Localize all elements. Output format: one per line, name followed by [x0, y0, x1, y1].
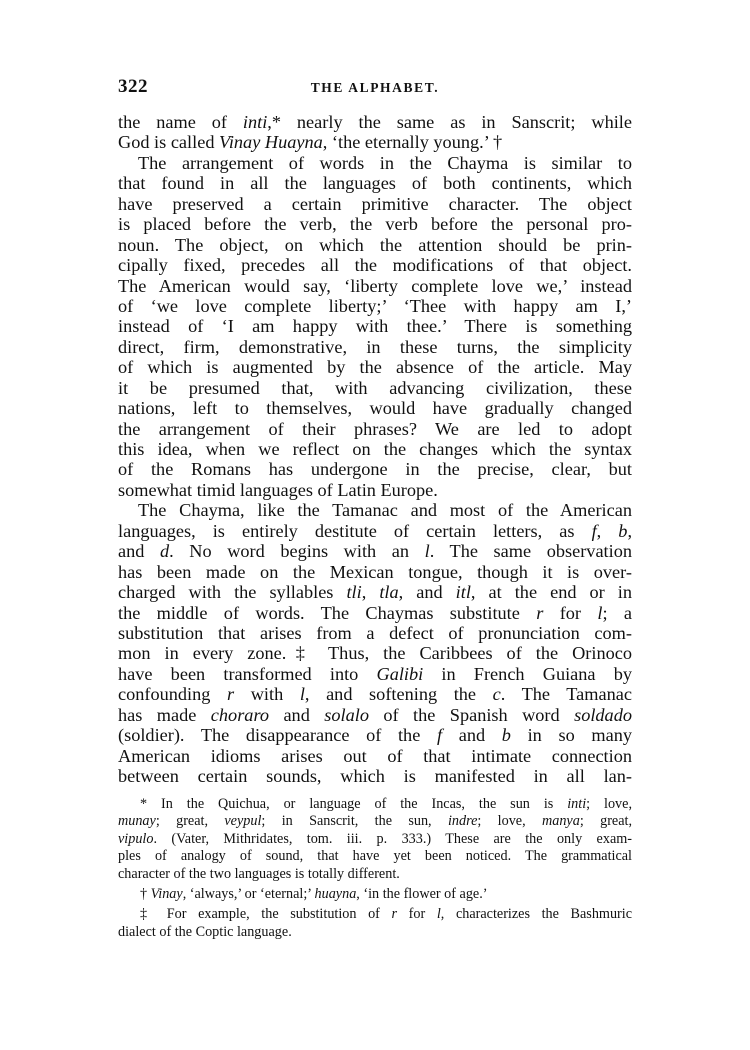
body-line: American idioms arises out of that intimate connection: [118, 745, 632, 766]
footnote-line: vipulo. (Vater, Mithridates, tom. iii. p. 333.) These are the only exam-: [118, 830, 632, 847]
body-line: of which is augmented by the absence of the article. May: [118, 357, 632, 378]
body-line: languages, is entirely destitute of certain letters, as f, b,: [118, 520, 633, 541]
body-line: God is called Vinay Huayna, ‘the eternally young.’ †: [118, 132, 503, 153]
body-line: substitution that arises from a defect of pronunciation com-: [118, 622, 632, 643]
body-line: nations, left to themselves, would have gradually changed: [118, 398, 632, 419]
body-line: mon in every zone.‡ Thus, the Caribbees of the Orinoco: [118, 643, 632, 664]
body-line: between certain sounds, which is manifested in all lan-: [118, 766, 632, 786]
body-line: have preserved a certain primitive character. The object: [118, 193, 632, 214]
footnote-line: dialect of the Coptic language.: [118, 923, 292, 940]
footnote-line: * In the Quichua, or language of the Incas, the sun is inti; love,: [140, 796, 632, 812]
body-line: of ‘we love complete liberty;’ ‘Thee with happy am I,’: [118, 295, 632, 316]
body-line: confounding r with l, and softening the c. The Tamanac: [118, 684, 632, 705]
footnote-line: munay; great, veypul; in Sanscrit, the sun, indre; love, manya; great,: [118, 813, 633, 830]
body-line: and d. No word begins with an l. The same observation: [118, 541, 632, 562]
body-line: instead of ‘I am happy with thee.’ There is something: [118, 316, 632, 337]
body-line: charged with the syllables tli, tla, and itl, at the end or in: [118, 582, 632, 603]
body-line: is placed before the verb, the verb before the personal pro-: [118, 214, 632, 235]
body-line: The Chayma, like the Tamanac and most of the American: [138, 500, 632, 521]
body-line: that found in all the languages of both continents, which: [118, 173, 632, 194]
body-line: cipally fixed, precedes all the modifications of that object.: [118, 255, 632, 276]
footnotes: [118, 796, 632, 941]
body-line: The American would say, ‘liberty complete love we,’ instead: [118, 275, 632, 296]
body-line: of the Romans has undergone in the precise, clear, but: [118, 459, 632, 480]
body-line: direct, firm, demonstrative, in these turns, the simplicity: [118, 336, 632, 357]
body-line: noun. The object, on which the attention should be prin-: [118, 234, 632, 255]
footnote-line: † Vinay, ‘always,’ or ‘eternal;’ huayna, ‘in the flower of age.’: [140, 885, 488, 902]
body-line: it be presumed that, with advancing civilization, these: [118, 377, 632, 398]
page-number: 322: [118, 76, 148, 97]
body-line: somewhat timid languages of Latin Europe.: [118, 479, 438, 500]
footnote-line: character of the two languages is totally different.: [118, 865, 400, 882]
body-line: The arrangement of words in the Chayma is similar to: [138, 152, 632, 173]
footnote-line: ‡ For example, the substitution of r for l, characterizes the Bashmuric: [140, 906, 633, 923]
body-text: [118, 112, 632, 786]
body-line: the middle of words. The Chaymas substitute r for l; a: [118, 602, 632, 623]
body-line: the arrangement of their phrases? We are led to adopt: [118, 418, 632, 439]
body-line: the name of inti,* nearly the same as in Sanscrit; while: [118, 112, 632, 132]
body-line: has made choraro and solalo of the Spanish word soldado: [118, 704, 632, 725]
body-line: this idea, when we reflect on the changes which the syntax: [118, 439, 632, 459]
footnote-line: ples of analogy of sound, that have yet been noticed. The grammatical: [118, 848, 632, 865]
running-title: THE ALPHABET.: [310, 80, 440, 95]
body-line: have been transformed into Galibi in French Guiana by: [118, 663, 632, 684]
body-line: has been made on the Mexican tongue, though it is over-: [118, 561, 632, 582]
body-line: (soldier). The disappearance of the f and b in so many: [118, 725, 632, 746]
